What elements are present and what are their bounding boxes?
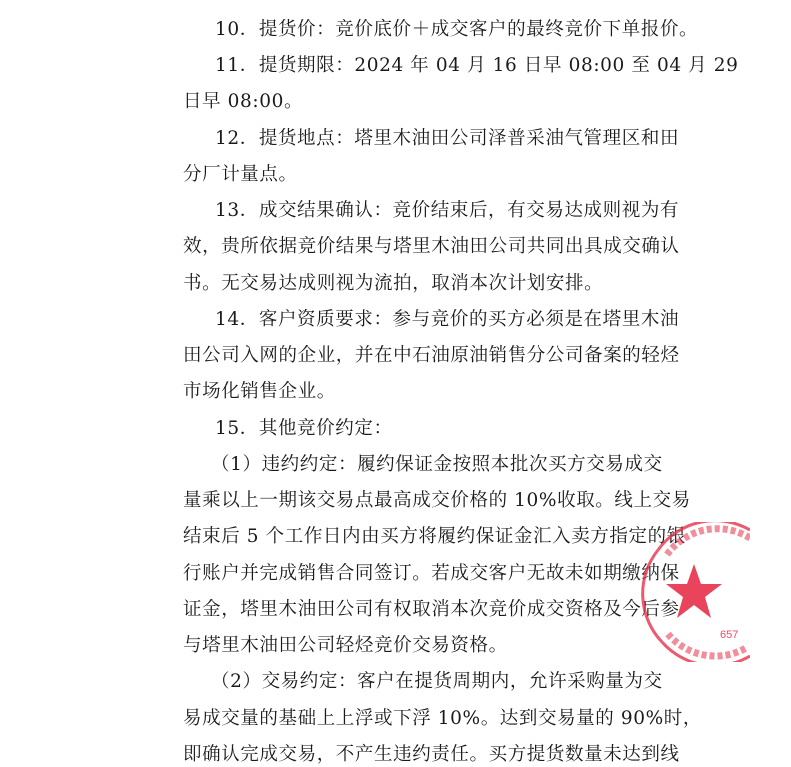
text-line: 15．其他竞价约定： [215,418,393,439]
text-line: 书。无交易达成则视为流拍，取消本次计划安排。 [183,273,604,294]
text-line: 田公司入网的企业，并在中石油原油销售分公司备案的轻烃 [183,345,680,366]
text-line: 即确认完成交易，不产生违约责任。买方提货数量未达到线 [183,744,680,765]
seal-fragment-text: 657 [720,629,739,641]
text-line: 易成交量的基础上上浮或下浮 10%。达到交易量的 90%时， [183,708,703,729]
text-line: 市场化销售企业。 [183,381,336,402]
text-line: 13．成交结果确认：竞价结束后，有交易达成则视为有 [215,200,680,221]
text-line: 证金，塔里木油田公司有权取消本次竞价成交资格及今后参 [183,599,680,620]
text-line: 量乘以上一期该交易点最高成交价格的 10%收取。线上交易 [183,490,691,511]
text-line: 12．提货地点：塔里木油田公司泽普采油气管理区和田 [215,128,680,149]
text-line: 结束后 5 个工作日内由买方将履约保证金汇入卖方指定的银 [183,526,686,547]
official-seal [640,522,750,662]
text-line: 效，贵所依据竞价结果与塔里木油田公司共同出具成交确认 [183,236,680,257]
text-line: 10．提货价：竞价底价＋成交客户的最终竞价下单报价。 [215,19,699,40]
text-line: 与塔里木油田公司轻烃竞价交易资格。 [183,635,508,656]
red-star-icon [666,564,722,618]
text-line: 11．提货期限：2024 年 04 月 16 日早 08:00 至 04 月 29 [215,55,739,76]
text-line: 日早 08:00。 [183,91,304,112]
text-line: （1）违约约定：履约保证金按照本批次买方交易成交 [211,454,663,475]
text-line: 行账户并完成销售合同签订。若成交客户无故未如期缴纳保 [183,563,680,584]
text-line: 14．客户资质要求：参与竞价的买方必须是在塔里木油 [215,309,680,330]
text-line: （2）交易约定：客户在提货周期内，允许采购量为交 [211,671,663,692]
text-line: 分厂计量点。 [183,164,298,185]
